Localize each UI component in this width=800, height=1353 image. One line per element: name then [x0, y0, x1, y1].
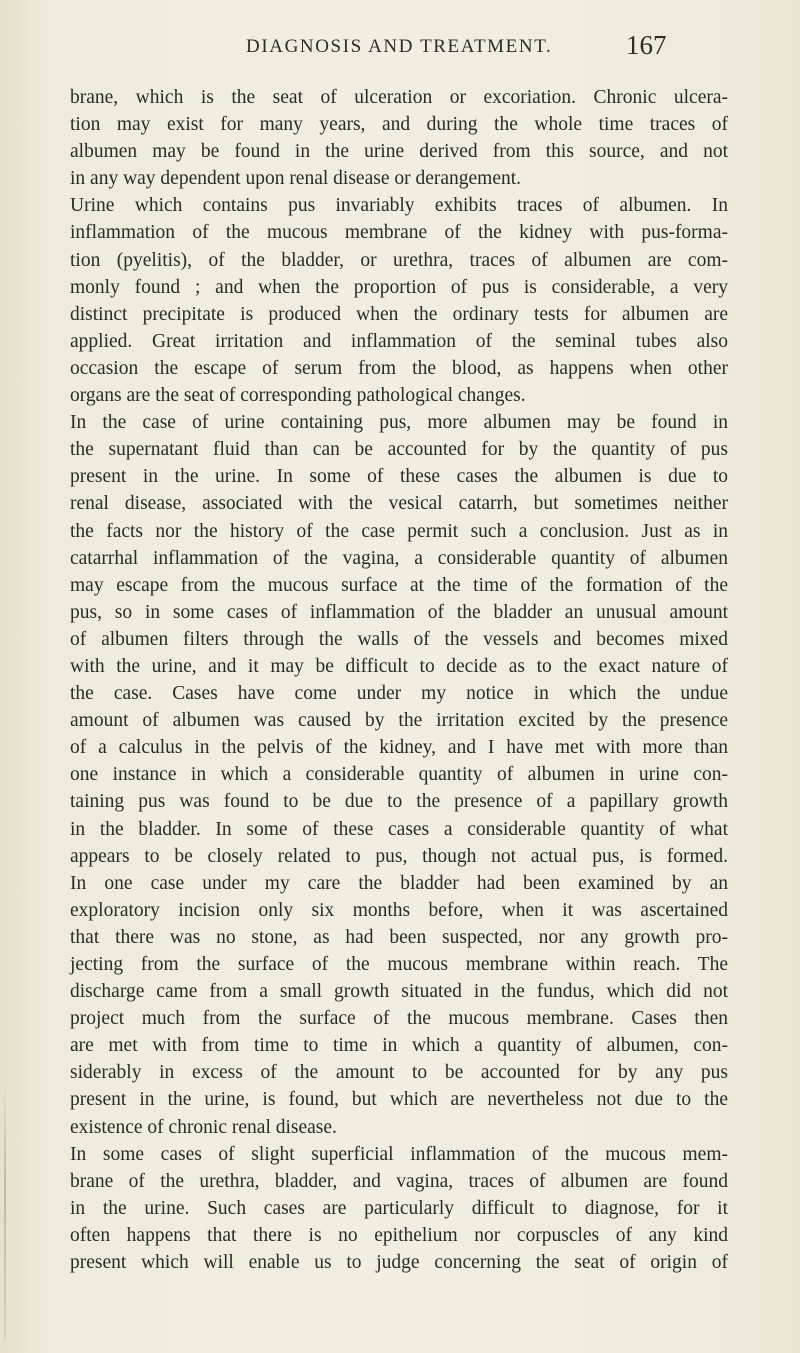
- text-line: that there was no stone, as had been suspected, nor any growth pro-: [70, 926, 728, 948]
- text-line: tion (pyelitis), of the bladder, or urethra, traces of albumen are com-: [70, 249, 728, 271]
- page-number: 167: [626, 30, 667, 60]
- text-line: present in the urine. In some of these cases the albumen is due to: [70, 466, 728, 488]
- text-line: of a calculus in the pelvis of the kidney, and I have met with more than: [70, 737, 728, 759]
- text-line: exploratory incision only six months before, when it was ascertained: [70, 899, 728, 921]
- text-line: organs are the seat of corresponding pathological changes.: [70, 385, 526, 407]
- text-line: often happens that there is no epithelium nor corpuscles of any kind: [70, 1224, 728, 1246]
- text-line: brane, which is the seat of ulceration or excoriation. Chronic ulcera-: [70, 87, 728, 108]
- page-header: [0, 30, 800, 70]
- text-line: the supernatant fluid than can be accounted for by the quantity of pus: [70, 439, 728, 461]
- body-text: [70, 84, 728, 1276]
- text-line: amount of albumen was caused by the irritation excited by the presence: [70, 710, 728, 732]
- text-line: the facts nor the history of the case permit such a conclusion. Just as in: [70, 520, 728, 542]
- text-line: Urine which contains pus invariably exhibits traces of albumen. In: [70, 195, 728, 217]
- text-line: with the urine, and it may be difficult to decide as to the exact nature of: [70, 655, 728, 677]
- text-line: may escape from the mucous surface at the time of the formation of the: [70, 574, 728, 596]
- text-line: taining pus was found to be due to the presence of a papillary growth: [70, 791, 728, 813]
- text-line: of albumen filters through the walls of the vessels and becomes mixed: [70, 628, 728, 650]
- running-head: DIAGNOSIS AND TREATMENT.: [246, 36, 553, 57]
- text-line: In the case of urine containing pus, more albumen may be found in: [70, 412, 728, 434]
- text-line: in the urine. Such cases are particularly difficult to diagnose, for it: [70, 1197, 728, 1219]
- text-line: applied. Great irritation and inflammation of the seminal tubes also: [70, 330, 728, 352]
- text-line: albumen may be found in the urine derived from this source, and not: [70, 141, 728, 163]
- text-line: catarrhal inflammation of the vagina, a considerable quantity of albumen: [70, 547, 728, 569]
- text-line: jecting from the surface of the mucous membrane within reach. The: [70, 954, 728, 975]
- text-line: present which will enable us to judge concerning the seat of origin of: [70, 1252, 728, 1274]
- text-line: tion may exist for many years, and during the whole time traces of: [70, 114, 728, 136]
- text-line: brane of the urethra, bladder, and vagina, traces of albumen are found: [70, 1170, 728, 1192]
- text-line: renal disease, associated with the vesical catarrh, but sometimes neither: [70, 493, 728, 515]
- text-line: discharge came from a small growth situated in the fundus, which did not: [70, 981, 728, 1003]
- text-line: are met with from time to time in which a quantity of albumen, con-: [70, 1035, 728, 1057]
- binding-shadow: [4, 1080, 6, 1340]
- text-line: the case. Cases have come under my notice in which the undue: [70, 683, 728, 705]
- text-line: existence of chronic renal disease.: [70, 1116, 337, 1138]
- text-line: inflammation of the mucous membrane of the kidney with pus-forma-: [70, 222, 728, 244]
- text-line: siderably in excess of the amount to be accounted for by any pus: [70, 1062, 728, 1084]
- text-line: monly found ; and when the proportion of pus is considerable, a very: [70, 276, 728, 298]
- text-line: appears to be closely related to pus, though not actual pus, is formed.: [70, 845, 728, 867]
- text-line: pus, so in some cases of inflammation of the bladder an unusual amount: [70, 601, 728, 623]
- text-line: In some cases of slight superficial inflammation of the mucous mem-: [70, 1143, 728, 1165]
- text-line: project much from the surface of the mucous membrane. Cases then: [70, 1008, 728, 1030]
- text-line: in the bladder. In some of these cases a considerable quantity of what: [70, 818, 728, 840]
- text-line: distinct precipitate is produced when the ordinary tests for albumen are: [70, 303, 728, 325]
- text-line: occasion the escape of serum from the blood, as happens when other: [70, 357, 728, 379]
- text-line: In one case under my care the bladder had been examined by an: [70, 872, 728, 894]
- text-line: in any way dependent upon renal disease or derangement.: [70, 168, 522, 190]
- text-line: one instance in which a considerable quantity of albumen in urine con-: [70, 764, 728, 786]
- text-line: present in the urine, is found, but which are nevertheless not due to the: [70, 1089, 728, 1111]
